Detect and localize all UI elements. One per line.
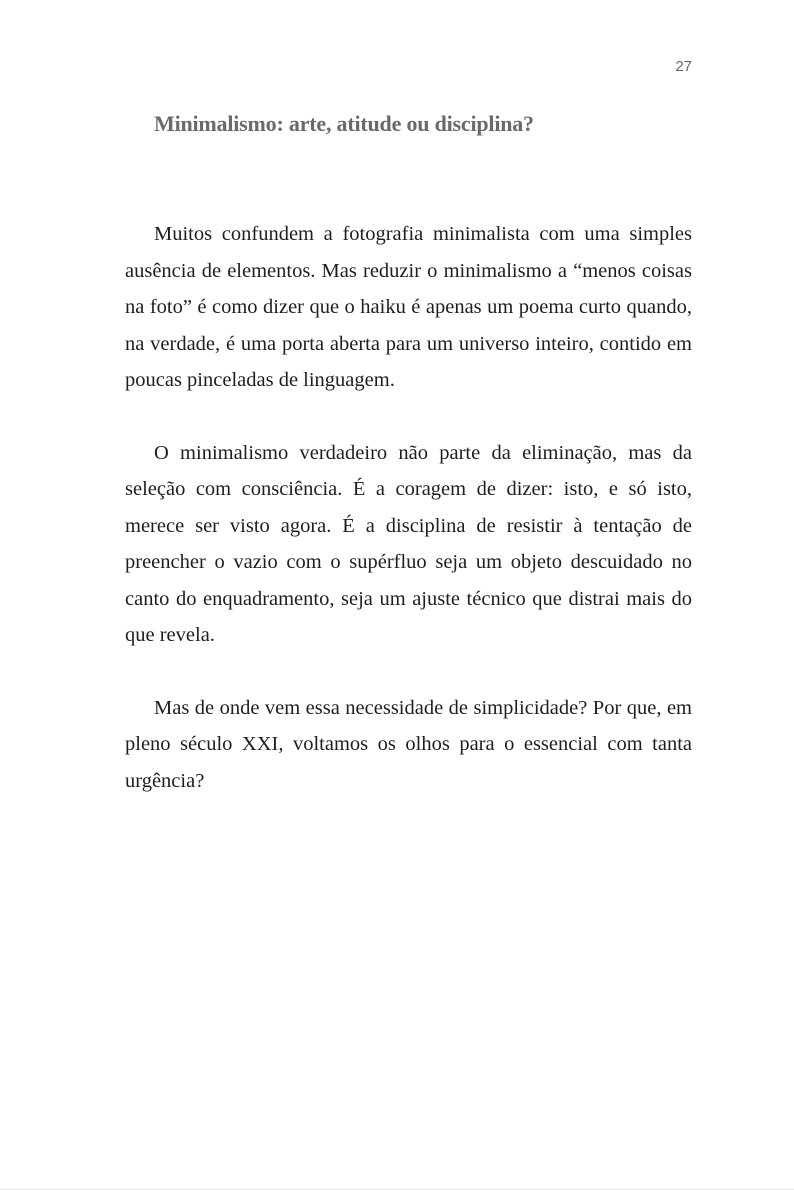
paragraph: Muitos confundem a fotografia minimalista com uma simples ausência de elementos. Mas reduzir o minimalismo a “menos coisas na foto” é como dizer que o haiku é apenas um poema curto quando, na verdade, é uma porta aberta para um universo inteiro, contido em poucas pinceladas de linguagem.: [125, 223, 692, 391]
page-number: 27: [675, 58, 692, 75]
chapter-title: Minimalismo: arte, atitude ou disciplina?: [154, 111, 534, 136]
paragraph: O minimalismo verdadeiro não parte da eliminação, mas da seleção com consciência. É a coragem de dizer: isto, e só isto, merece ser visto agora. É a disciplina de resistir à tentação de preencher o vazio com o supérfluo seja um objeto descuidado no canto do enquadramento, seja um ajuste técnico que distrai mais do que revela.: [125, 441, 692, 646]
body-text: [125, 216, 692, 799]
paragraph: Mas de onde vem essa necessidade de simplicidade? Por que, em pleno século XXI, voltamos os olhos para o essencial com tanta urgência?: [125, 696, 692, 792]
